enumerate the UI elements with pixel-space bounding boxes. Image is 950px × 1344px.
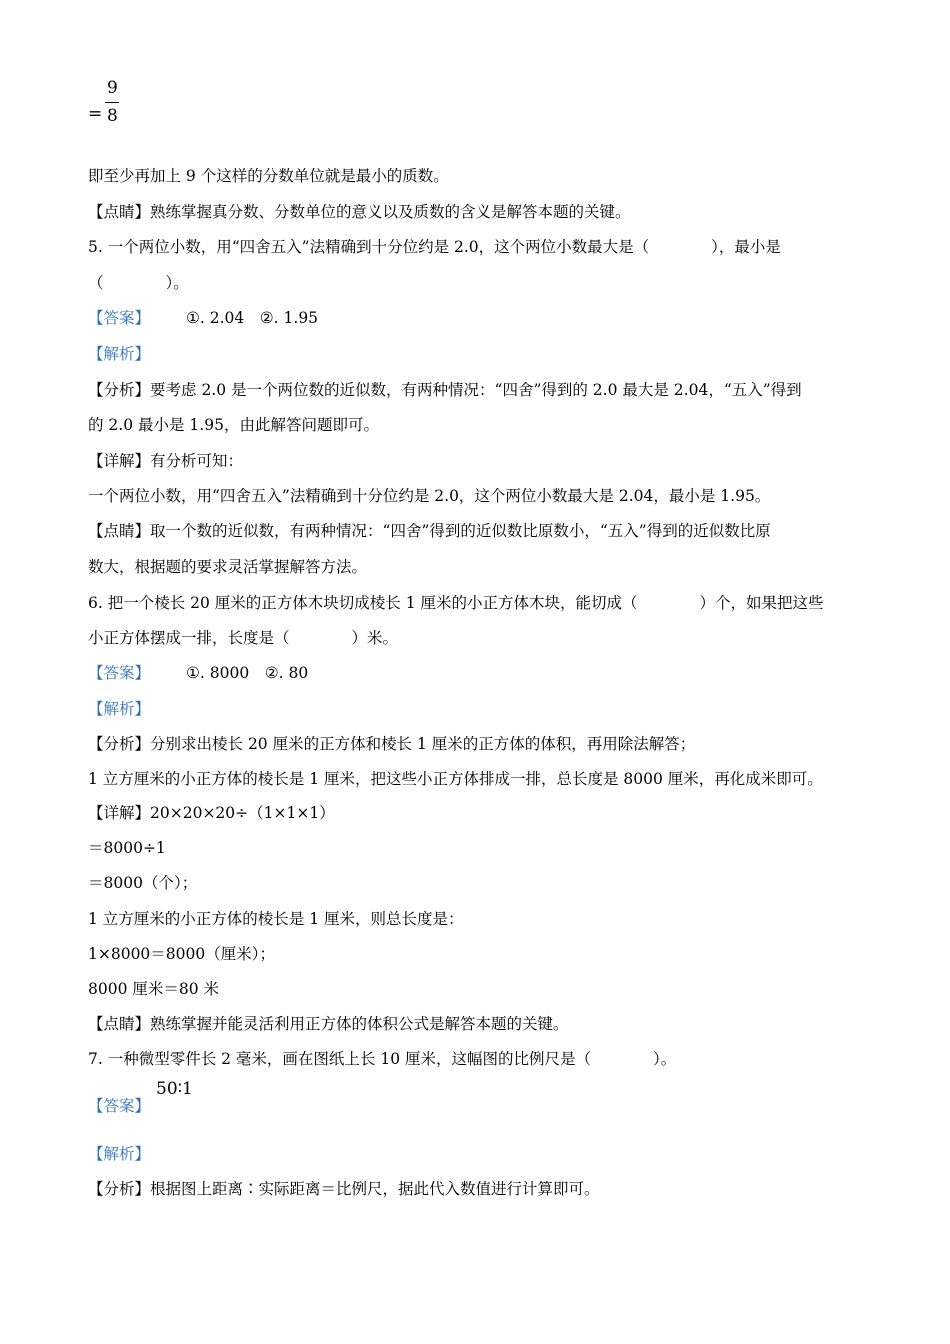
fraction-numerator: 9 (107, 78, 118, 98)
text-line: 【分析】根据图上距离∶实际距离＝比例尺，据此代入数值进行计算即可。 (88, 1180, 600, 1198)
answer-tag: 【答案】 (88, 664, 151, 682)
fraction-denominator: 8 (107, 106, 118, 126)
answer-row: 【答案】 ①. 8000 ②. 80 (88, 664, 309, 682)
text-line: 1 立方厘米的小正方体的棱长是 1 厘米，则总长度是： (88, 910, 464, 928)
fraction-result (88, 78, 128, 128)
text-line: 数大，根据题的要求灵活掌握解答方法。 (88, 558, 368, 576)
section-tag: 【分析】 (88, 735, 151, 753)
section-tag: 【点睛】 (88, 203, 151, 221)
section-tag: 【点睛】 (88, 1015, 151, 1033)
answer-row: 【答案】 ①. 2.04 ②. 1.95 (88, 309, 319, 327)
text-line: 【分析】分别求出棱长 20 厘米的正方体和棱长 1 厘米的正方体的体积，再用除法解答； (88, 735, 696, 753)
question-5: 5. 一个两位小数，用“四舍五入”法精确到十分位约是 2.0，这个两位小数最大是（ ），最小是 (88, 238, 781, 256)
answer-tag: 【答案】 (88, 1097, 151, 1115)
text-line: 1 立方厘米的小正方体的棱长是 1 厘米，把这些小正方体排成一排，总长度是 8000 厘米，再化成米即可。 (88, 770, 823, 788)
text-line: 【点睛】取一个数的近似数，有两种情况：“四舍”得到的近似数比原数小，“五入”得到的近似数比原 (88, 522, 771, 540)
text-line: ＝8000÷1 (88, 839, 166, 857)
text-line: 8000 厘米＝80 米 (88, 980, 220, 998)
analysis-tag: 【解析】 (88, 700, 151, 718)
question-7: 7. 一种微型零件长 2 毫米，画在图纸上长 10 厘米，这幅图的比例尺是（ ）。 (88, 1050, 677, 1068)
answer-tag: 【答案】 (88, 309, 151, 327)
section-tag: 【分析】 (88, 1180, 151, 1198)
equals-sign: = (88, 104, 103, 124)
section-tag: 【分析】 (88, 381, 151, 399)
question-6: 6. 把一个棱长 20 厘米的正方体木块切成棱长 1 厘米的小正方体木块，能切成（ ）个，如果把这些 (88, 594, 824, 612)
text-line: 一个两位小数，用“四舍五入”法精确到十分位约是 2.0，这个两位小数最大是 2.04，最小是 1.95。 (88, 487, 771, 505)
answer-ratio: 50∶1 (156, 1079, 193, 1099)
analysis-tag: 【解析】 (88, 1145, 151, 1163)
text-line: 【详解】20×20×20÷（1×1×1） (88, 804, 335, 822)
section-tag: 【详解】 (88, 452, 151, 470)
text-line: 【点睛】熟练掌握并能灵活利用正方体的体积公式是解答本题的关键。 (88, 1015, 569, 1033)
section-tag: 【详解】 (88, 804, 151, 822)
text-line: 【点睛】熟练掌握真分数、分数单位的意义以及质数的含义是解答本题的关键。 (88, 203, 631, 221)
question-5-cont: （ ）。 (88, 274, 189, 292)
section-tag: 【点睛】 (88, 522, 151, 540)
text-line: 【分析】要考虑 2.0 是一个两位数的近似数，有两种情况：“四舍”得到的 2.0 最大是 2.04，“五入”得到 (88, 381, 802, 399)
question-6-cont: 小正方体摆成一排，长度是（ ）米。 (88, 629, 399, 647)
text-line: ＝8000（个）； (88, 874, 198, 892)
text-line: 即至少再加上 9 个这样的分数单位就是最小的质数。 (88, 167, 449, 185)
analysis-tag: 【解析】 (88, 345, 151, 363)
text-line: 【详解】有分析可知： (88, 452, 244, 470)
fraction-bar (105, 102, 119, 103)
text-line: 的 2.0 最小是 1.95，由此解答问题即可。 (88, 416, 379, 434)
text-line: 1×8000＝8000（厘米）； (88, 945, 275, 963)
